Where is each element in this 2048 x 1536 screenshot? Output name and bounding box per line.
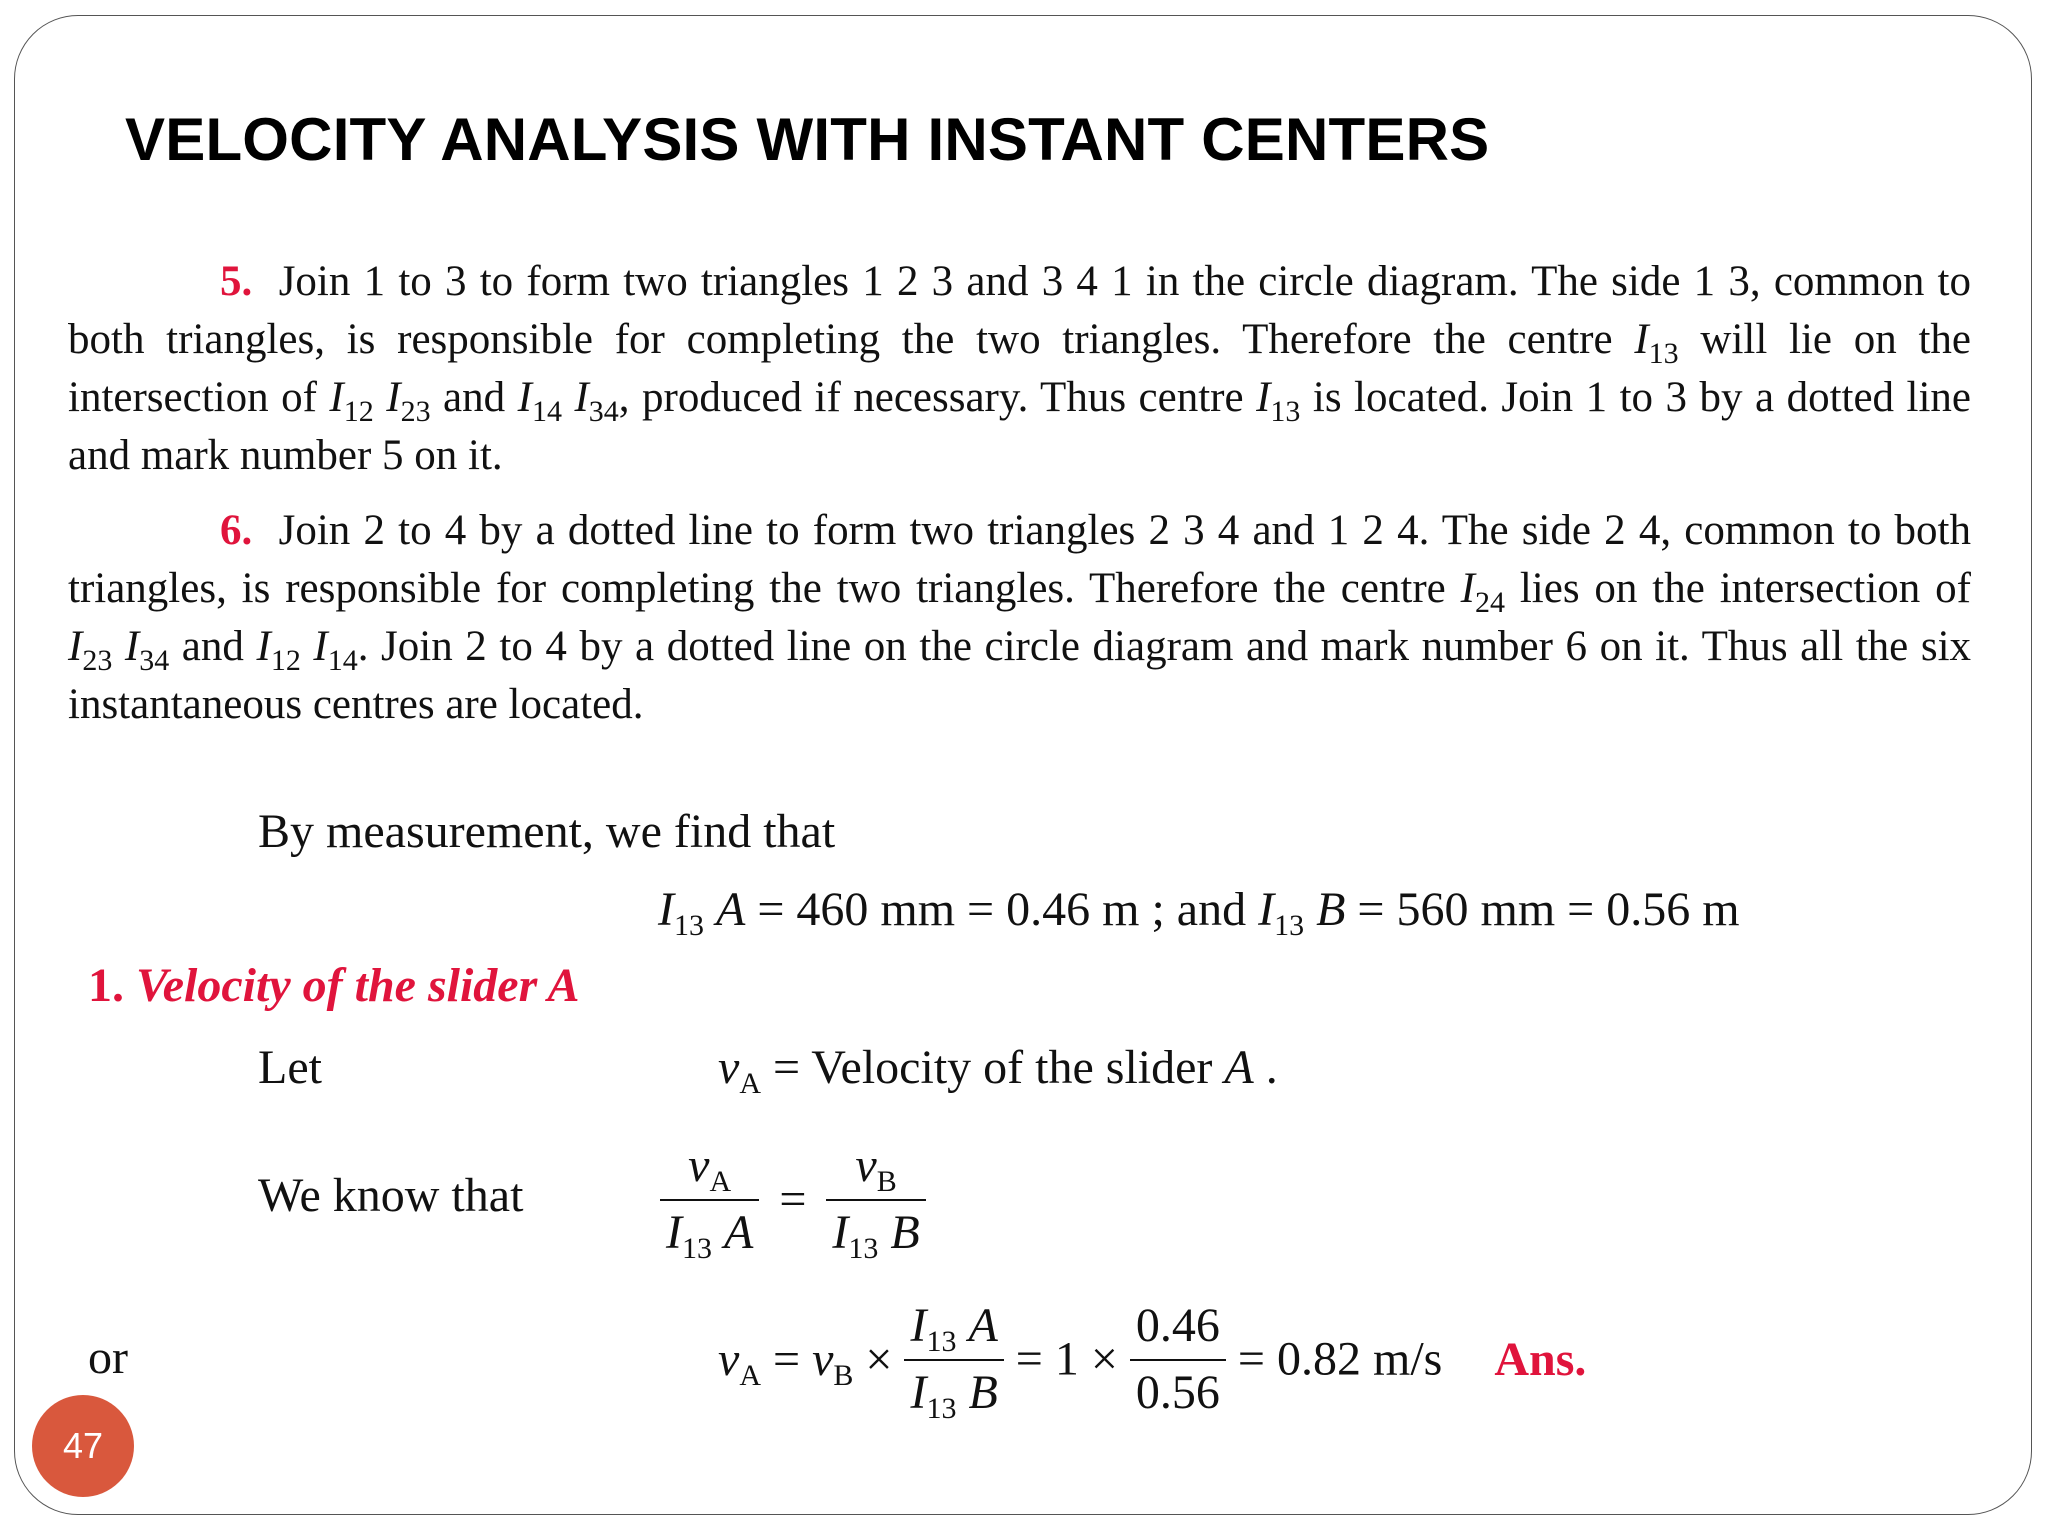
- velocity-result-equation: $v_A = v_B$ × $\frac{I_{13} A}{I_{13} B}$ = 1 × $\frac{0.46}{0.56}$ = 0.82 m/s Ans.: [718, 1299, 1587, 1425]
- page-number-badge: 47: [32, 1395, 134, 1497]
- fraction-numeric: $\frac{0.46}{0.56}$: [1130, 1298, 1226, 1420]
- velocity-ratio-equation: $\frac{v_A}{I_{13} A}$ = $\frac{v_B}{I_{13} B}$: [660, 1138, 926, 1260]
- measurement-equation: $I_{13}$ A = 460 mm = 0.46 m ; and $I_{13}$ B = 560 mm = 0.56 m: [658, 883, 1740, 942]
- step-6-number: 6.: [220, 507, 253, 554]
- step-5-paragraph: 5. Join 1 to 3 to form two triangles 1 2 3 and 3 4 1 in the circle diagram. The side 1 3, common to both triangles, is responsible for completing the two triangles. Therefore the centre $I_{13}$ will lie on the intersection of $I_{12}$ $I_{23}$ and $I_{14}$ $I_{34}$, produced if necessary. Thus centre $I_{13}$ is located. Join 1 to 3 by a dotted line and mark number 5 on it.: [68, 258, 1972, 479]
- fraction-vb-over-i13b: $\frac{v_B}{I_{13} B}$: [826, 1138, 925, 1260]
- section-heading: 1. Velocity of the slider A: [88, 959, 580, 1012]
- measurement-intro: By measurement, we find that: [258, 805, 836, 858]
- step-6-paragraph: 6. Join 2 to 4 by a dotted line to form two triangles 2 3 4 and 1 2 4. The side 2 4, common to both triangles, is responsible for completing the two triangles. Therefore the centre $I_{24}$ lies on the intersection of $I_{23}$ $I_{34}$ and $I_{12}$ $I_{14}$. Join 2 to 4 by a dotted line on the circle diagram and mark number 6 on it. Thus all the six instantaneous centres are located.: [68, 507, 1972, 728]
- let-definition: $v_A$ = Velocity of the slider A .: [718, 1041, 1278, 1100]
- answer-label: Ans.: [1494, 1332, 1587, 1386]
- fraction-i13a-over-i13b: $\frac{I_{13} A}{I_{13} B}$: [904, 1298, 1003, 1420]
- let-label: Let: [258, 1041, 322, 1094]
- know-label: We know that: [258, 1169, 524, 1222]
- fraction-va-over-i13a: $\frac{v_A}{I_{13} A}$: [660, 1138, 759, 1260]
- slide-title: VELOCITY ANALYSIS WITH INSTANT CENTERS: [125, 106, 1490, 173]
- slide-frame: [14, 15, 2032, 1515]
- step-5-number: 5.: [220, 258, 253, 305]
- or-label: or: [88, 1331, 128, 1384]
